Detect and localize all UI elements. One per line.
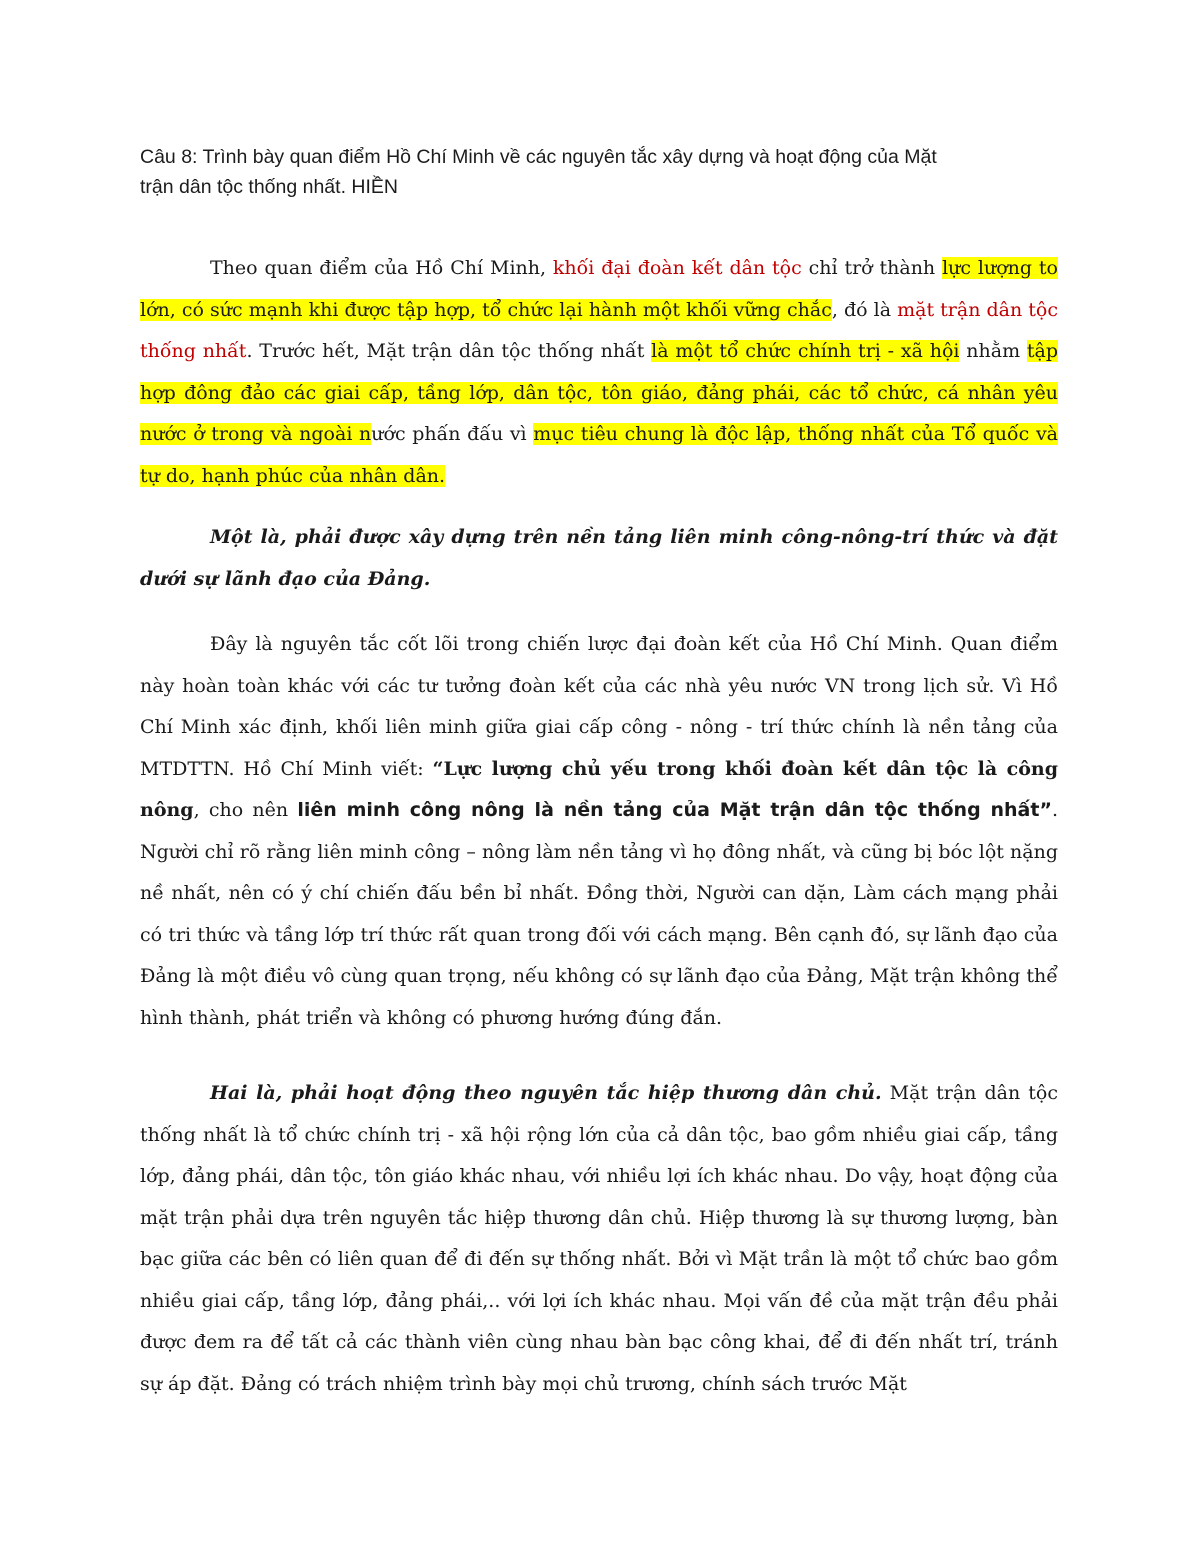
intro-highlight: mục tiêu chung là độc lập, thống nhất của Tổ quốc và tự do, hạnh phúc của nhân dân. <box>140 423 1059 487</box>
intro-paragraph <box>140 248 1058 497</box>
quote-bold: “Lực lượng chủ yếu trong khối đoàn kết dân tộc là công nông <box>140 757 1058 821</box>
intro-highlight: là một tổ chức chính trị - xã hội <box>651 340 960 362</box>
quote-bold: liên minh công nông là nền tảng của Mặt trận dân tộc thống nhất” <box>297 799 1052 821</box>
body-text: . Người chỉ rõ rằng liên minh công – nông làm nền tảng vì họ đông nhất, và cũng bị bóc lột nặng nề nhất, nên có ý chí chiến đấu bền bỉ nhất. Đồng thời, Người can dặn, Làm cách mạng phải có tri thức và tầng lớp trí thức rất quan trong đối với cách mạng. Bên cạnh đó, sự lãnh đạo của Đảng là một điều vô cùng quan trọng, nếu không có sự lãnh đạo của Đảng, Mặt trận không thể hình thành, phát triển và không có phương hướng đúng đắn. <box>140 799 1058 1029</box>
intro-highlight: lực lượng to lớn, có sức mạnh khi được tập hợp, tổ chức lại hành một khối vững chắc <box>140 257 1058 321</box>
intro-red-text: khối đại đoàn kết dân tộc <box>552 257 802 279</box>
intro-text: , đó là <box>831 298 898 321</box>
intro-text: . Trước hết, Mặt trận dân tộc thống nhất <box>246 340 652 362</box>
intro-text: ước phấn đấu vì <box>371 423 534 445</box>
intro-text: chỉ trở thành <box>801 257 943 279</box>
heading-line-1: Câu 8: Trình bày quan điểm Hồ Chí Minh về các nguyên tắc xây dựng và hoạt động của Mặt <box>140 146 937 168</box>
heading-line-2: trận dân tộc thống nhất. HIỀN <box>140 176 398 198</box>
principle-one-heading: Một là, phải được xây dựng trên nền tảng liên minh công-nông-trí thức và đặt dưới sự lãnh đạo của Đảng. <box>140 526 1058 590</box>
principle-two-paragraph <box>140 1073 1058 1405</box>
body-text: Đây là nguyên tắc cốt lõi trong chiến lược đại đoàn kết của Hồ Chí Minh. Quan điểm này hoàn toàn khác với các tư tưởng đoàn kết của các nhà yêu nước VN trong lịch sử. Vì Hồ Chí Minh xác định, khối liên minh giữa giai cấp công - nông - trí thức chính là nền tảng của MTDTTN. Hồ Chí Minh viết: <box>140 633 1058 780</box>
principle-one-paragraph <box>140 624 1058 1039</box>
body-text: Mặt trận dân tộc thống nhất là tổ chức chính trị - xã hội rộng lớn của cả dân tộc, bao gồm nhiều giai cấp, tầng lớp, đảng phái, dân tộc, tôn giáo khác nhau, với nhiều lợi ích khác nhau. Do vậy, hoạt động của mặt trận phải dựa trên nguyên tắc hiệp thương dân chủ. Hiệp thương là sự thương lượng, bàn bạc giữa các bên có liên quan để đi đến sự thống nhất. Bởi vì Mặt trần là một tổ chức bao gồm nhiều giai cấp, tầng lớp, đảng phái,.. với lợi ích khác nhau. Mọi vấn đề của mặt trận đều phải được đem ra để tất cả các thành viên cùng nhau bàn bạc công khai, để đi đến nhất trí, tránh sự áp đặt. Đảng có trách nhiệm trình bày mọi chủ trương, chính sách trước Mặt <box>140 1082 1058 1395</box>
principle-two-heading: Hai là, phải hoạt động theo nguyên tắc hiệp thương dân chủ. <box>210 1082 882 1104</box>
intro-text: Theo quan điểm của Hồ Chí Minh, <box>210 257 553 279</box>
question-heading <box>140 142 1060 202</box>
intro-red-text: mặt trận dân tộc thống nhất <box>140 298 1059 362</box>
intro-text: nhằm <box>959 340 1027 362</box>
intro-highlight: tập hợp đông đảo các giai cấp, tầng lớp, dân tộc, tôn giáo, đảng phái, các tổ chức, cá nhân yêu nước ở trong và ngoài n <box>140 340 1059 445</box>
body-text: , cho nên <box>193 799 298 821</box>
